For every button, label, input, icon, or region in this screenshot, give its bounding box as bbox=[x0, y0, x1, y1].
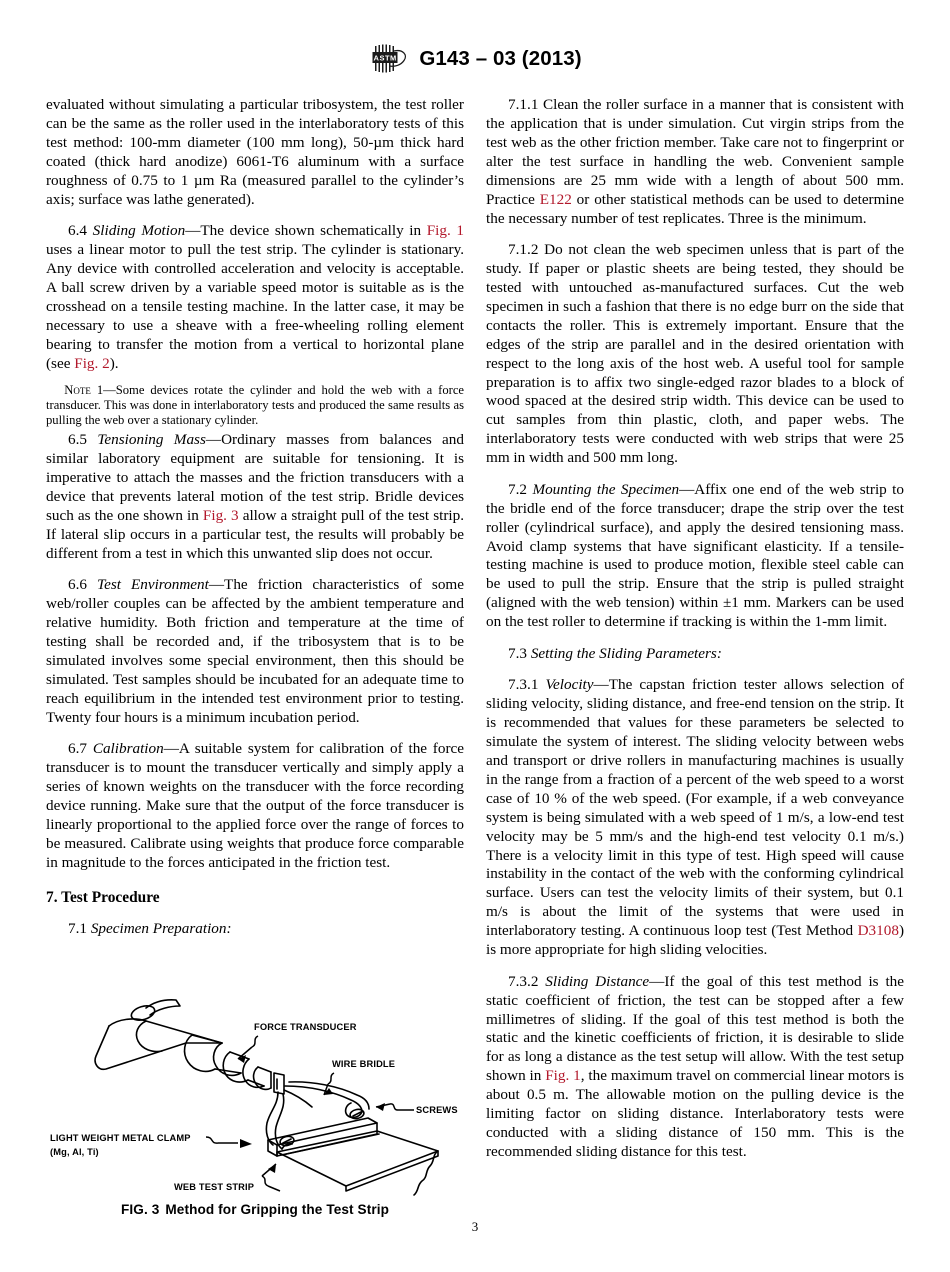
section-text: Do not clean the web specimen unless that is part of the study. If paper or plastic sheets are being tested, they should be tested with untouched as-manufactured surfaces. Cut the web specimen in such a fashion that there is no edge burr on the side that contacts the roller. This is extremely important. Ensure that the edges of the strip are parallel and in the desired orientation with respect to the long axis of the host web. A useful tool for sample preparation is to affix two single-edged razor blades to a block of wood spaced at the desired strip width. This device can be used to cut samples from thin plastic, cloth, and paper webs. The interlaboratory tests were conducted with web strips that were 25 mm in width and 500 mm long. bbox=[486, 241, 904, 467]
astm-logo-icon bbox=[368, 44, 410, 74]
label-metal-clamp-line2: (Mg, Al, Ti) bbox=[50, 1146, 99, 1157]
section-title: Test Environment bbox=[97, 576, 209, 594]
section-title: Calibration bbox=[92, 740, 164, 758]
section-number: 7.3 bbox=[508, 644, 528, 662]
section-7-3 bbox=[486, 645, 904, 664]
section-text: —A suitable system for calibration of the force transducer is to mount the transducer vertically and simply apply a series of known weights on the transducer with the force recording device running. Make sure that the output of the force transducer is linearly proportional to the applied force over the range of forces to be measured. Calibrate using weights that produce force comparable in magnitude to the forces anticipated in the friction test. bbox=[46, 740, 465, 871]
section-title: Velocity bbox=[545, 676, 594, 694]
section-7-1 bbox=[46, 920, 464, 939]
section-title: Mounting the Specimen bbox=[532, 480, 680, 498]
page-number: 3 bbox=[471, 1219, 479, 1234]
reference-link-fig-1b[interactable]: Fig. 1 bbox=[545, 1067, 581, 1085]
section-text-b: uses a linear motor to pull the test strip. The cylinder is stationary. Any device with controlled acceleration and velocity is acceptable. A ball screw driven by a variable speed motor is suitable as is the crosshead on a tensile testing machine. In the latter case, it may be necessary to use a sheave with a free-wheeling rolling element bearing to transfer the motion from a vertical to horizontal plane (see bbox=[46, 241, 464, 372]
figure-caption-text: Method for Gripping the Test Strip bbox=[165, 1201, 390, 1217]
section-7-3-2 bbox=[486, 973, 904, 1162]
heading-section-7: 7. Test Procedure bbox=[46, 888, 160, 906]
note-1 bbox=[46, 383, 464, 429]
section-7-2 bbox=[486, 481, 904, 632]
section-number: 6.7 bbox=[68, 740, 88, 758]
section-text: —The friction characteristics of some web/roller couples can be affected by the ambient temperature and relative humidity. Both friction and temperature at the time of testing shall be recorded and, if the tribosystem that is to be simulated involves some special environment, then this should be simulated. Test samples should be incubated for an adequate time to reach equilibrium in the intended test environment prior to testing. Twenty four hours is a minimum incubation period. bbox=[46, 576, 464, 726]
figure-3 bbox=[46, 955, 464, 1219]
section-number: 7.1.2 bbox=[508, 241, 539, 259]
svg-text:T: T bbox=[385, 53, 390, 63]
label-wire-bridle: WIRE BRIDLE bbox=[332, 1058, 396, 1069]
section-text-b: allow a straight pull of the test strip. If lateral slip occurs in a particular test, the results will probably be different from a test in which this unwanted slip does not occur. bbox=[46, 506, 464, 562]
section-title: Specimen Preparation: bbox=[90, 919, 232, 937]
label-screws: SCREWS bbox=[416, 1104, 458, 1115]
right-column bbox=[486, 96, 904, 1162]
section-text-b: , the maximum travel on commercial linear motors is about 0.5 m. The allowable motion on the pulling device is the limiting factor on sliding distance. Interlaboratory tests were conducted with a sliding distance of 150 mm. This is the recommended sliding distance for this test. bbox=[486, 1067, 904, 1160]
document-designation: G143 – 03 (2013) bbox=[419, 47, 582, 70]
section-number: 7.3.1 bbox=[508, 676, 539, 694]
paragraph-continued: evaluated without simulating a particular tribosystem, the test roller can be the same as the roller used in the interlaboratory tests of this test method: 100-mm diameter (100 mm long), 50-µm thick hard coated (thick hard anodize) 6061-T6 aluminum with a surface roughness of 0.75 to 1 µm Ra (measured parallel to the cylinder’s axis; surface was lathe generated). bbox=[46, 96, 464, 208]
section-7-1-1 bbox=[486, 96, 904, 228]
label-metal-clamp-line1: LIGHT WEIGHT METAL CLAMP bbox=[50, 1132, 191, 1143]
section-title: Sliding Motion bbox=[92, 222, 186, 240]
section-number: 6.6 bbox=[68, 576, 88, 594]
section-number: 7.1.1 bbox=[508, 96, 539, 113]
label-force-transducer: FORCE TRANSDUCER bbox=[254, 1021, 357, 1032]
section-number: 7.1 bbox=[68, 919, 88, 937]
reference-link-fig-2[interactable]: Fig. 2 bbox=[74, 354, 110, 372]
section-number: 6.4 bbox=[68, 222, 88, 240]
section-title: Tensioning Mass bbox=[97, 430, 206, 448]
figure-number: FIG. 3 bbox=[120, 1201, 160, 1217]
figure-3-caption bbox=[46, 1202, 464, 1219]
section-text: —Affix one end of the web strip to the bridle end of the force transducer; drape the strip over the test roller (cylindrical surface), and apply the desired tensioning mass. Avoid clamp systems that have significant elasticity. If a tensile-testing machine is used to produce motion, flexible steel cable can be used to pull the strip. Ensure that the strip is pulled straight (aligned with the web tension) within ±1 mm. Markers can be used on the test roller to determine if tracking is within the 1-mm limit. bbox=[486, 480, 904, 631]
section-number: 6.5 bbox=[68, 430, 88, 448]
section-text: —The device shown schematically in bbox=[185, 222, 427, 240]
section-title: Sliding Distance bbox=[545, 972, 650, 990]
reference-link-d3108[interactable]: D3108 bbox=[857, 922, 899, 940]
reference-link-fig-1[interactable]: Fig. 1 bbox=[426, 222, 465, 240]
svg-text:M: M bbox=[390, 53, 397, 63]
reference-link-fig-3[interactable]: Fig. 3 bbox=[202, 506, 239, 524]
section-6-4 bbox=[46, 222, 464, 373]
section-title: Setting the Sliding Parameters: bbox=[530, 644, 722, 662]
section-text-b: or other statistical methods can be used to determine the necessary number of test replicates. Three is the minimum. bbox=[486, 190, 904, 227]
svg-text:A: A bbox=[373, 53, 380, 63]
section-7-3-1 bbox=[486, 676, 904, 960]
figure-3-drawing bbox=[46, 955, 464, 1201]
section-text: Clean the roller surface in a manner that is consistent with the application that is under simulation. Cut virgin strips from the test web as the other friction member. Take care not to fingerprint or alter the test surface in handling the web. Convenient sample dimensions are 25 mm wide with a length of about 500 mm. Practice bbox=[486, 96, 904, 208]
section-text-b: ) is more appropriate for high sliding velocities. bbox=[486, 922, 904, 959]
note-text: Some devices rotate the cylinder and hold the web with a force transducer. This was done in interlaboratory tests and produced the same results as pulling the web over a stationary cylinder. bbox=[46, 382, 464, 428]
section-6-6 bbox=[46, 576, 464, 727]
label-web-test-strip: WEB TEST STRIP bbox=[174, 1181, 255, 1192]
reference-link-e122[interactable]: E122 bbox=[539, 190, 572, 208]
section-6-5 bbox=[46, 431, 464, 563]
page-header bbox=[0, 44, 950, 74]
section-text: —The capstan friction tester allows selection of sliding velocity, sliding distance, and free-end tension on the strip. It is recommended that values for these parameters be selected to simulate the system of interest. The sliding velocity between webs and transport or drive rollers in manufacturing machines is usually in the range from a fraction of a percent of the web speed to a worst case of 10 % of the web speed. (For example, if a web conveyance system is being simulated with a web speed of 1 m/s, a low-end test velocity may be 5 mm/s and the high-end test velocity 0.1 m/s.) There is a velocity limit in this type of test. High speed will cause instability in the contact of the web with the conforming cylindrical surface. Users can test the velocity limits of their system, but 0.1 m/s is about the limit of the systems that were used in interlaboratory testing. A continuous loop test (Test Method bbox=[486, 676, 904, 940]
svg-text:S: S bbox=[379, 53, 385, 63]
section-6-7 bbox=[46, 740, 464, 872]
section-text-c: ). bbox=[109, 354, 119, 372]
note-number: 1— bbox=[90, 382, 116, 397]
section-text: —Ordinary masses from balances and similar laboratory equipment are suitable for tensioning. It is imperative to attach the masses and the friction transducers with a device that prevents lateral motion of the test strip. Bridle devices such as the one shown in bbox=[46, 430, 464, 524]
section-number: 7.3.2 bbox=[508, 972, 539, 990]
left-column bbox=[46, 96, 464, 1219]
note-label: Note bbox=[64, 382, 91, 397]
section-7-1-2 bbox=[486, 241, 904, 468]
section-number: 7.2 bbox=[508, 480, 528, 498]
section-text: —If the goal of this test method is the static coefficient of friction, the test can be stopped after a few millimetres of sliding. If the goal of this test method is both the static and the kinetic coefficients of friction, it is desirable to slide for as long a distance as the test setup will allow. With the test setup shown in bbox=[486, 972, 905, 1085]
